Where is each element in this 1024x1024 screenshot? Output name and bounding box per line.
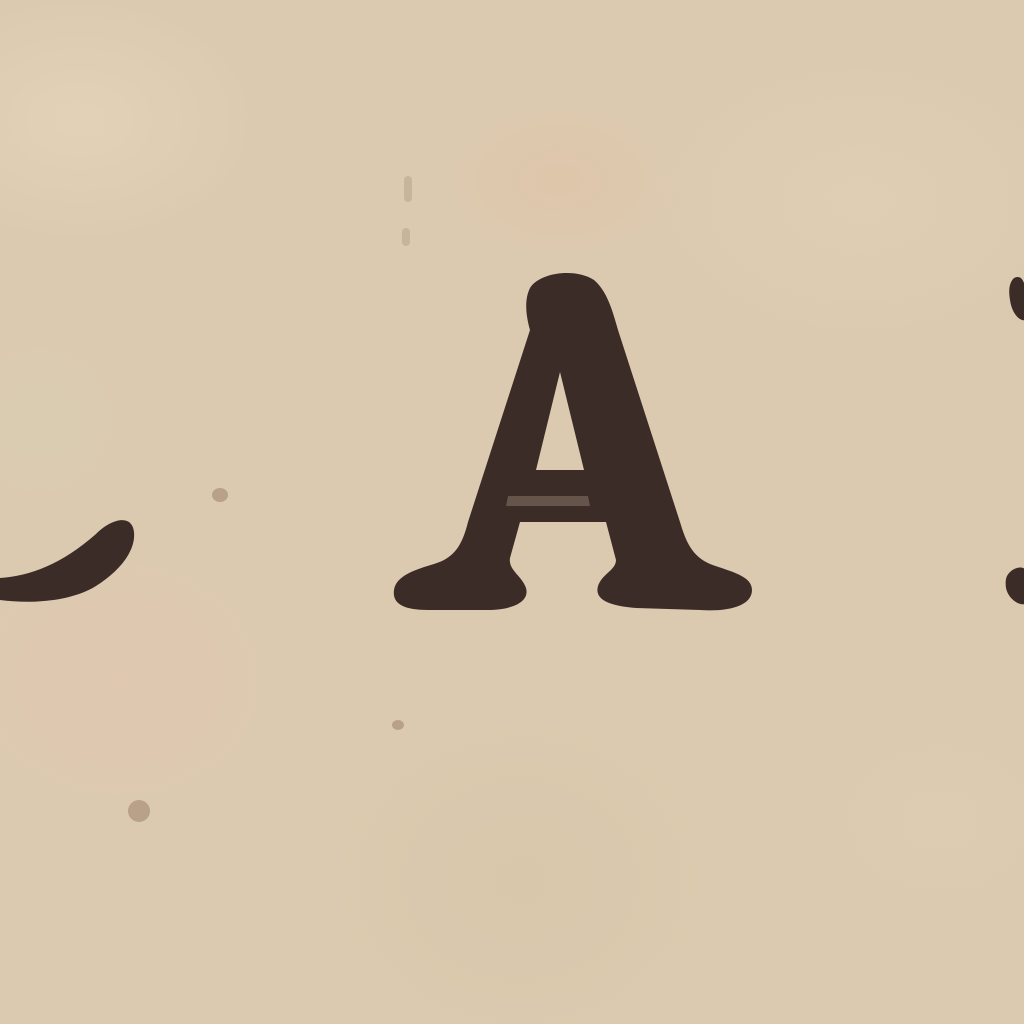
paper-speck <box>212 488 228 502</box>
letter-fragment-right <box>992 260 1024 620</box>
letter-a <box>0 0 1 1</box>
paper-speck <box>404 176 412 202</box>
letter-fragment-left <box>0 500 140 610</box>
letter-a-glyph <box>380 260 760 620</box>
paper-speck <box>392 720 404 730</box>
paper-speck <box>128 800 150 822</box>
paper-speck <box>402 228 410 246</box>
